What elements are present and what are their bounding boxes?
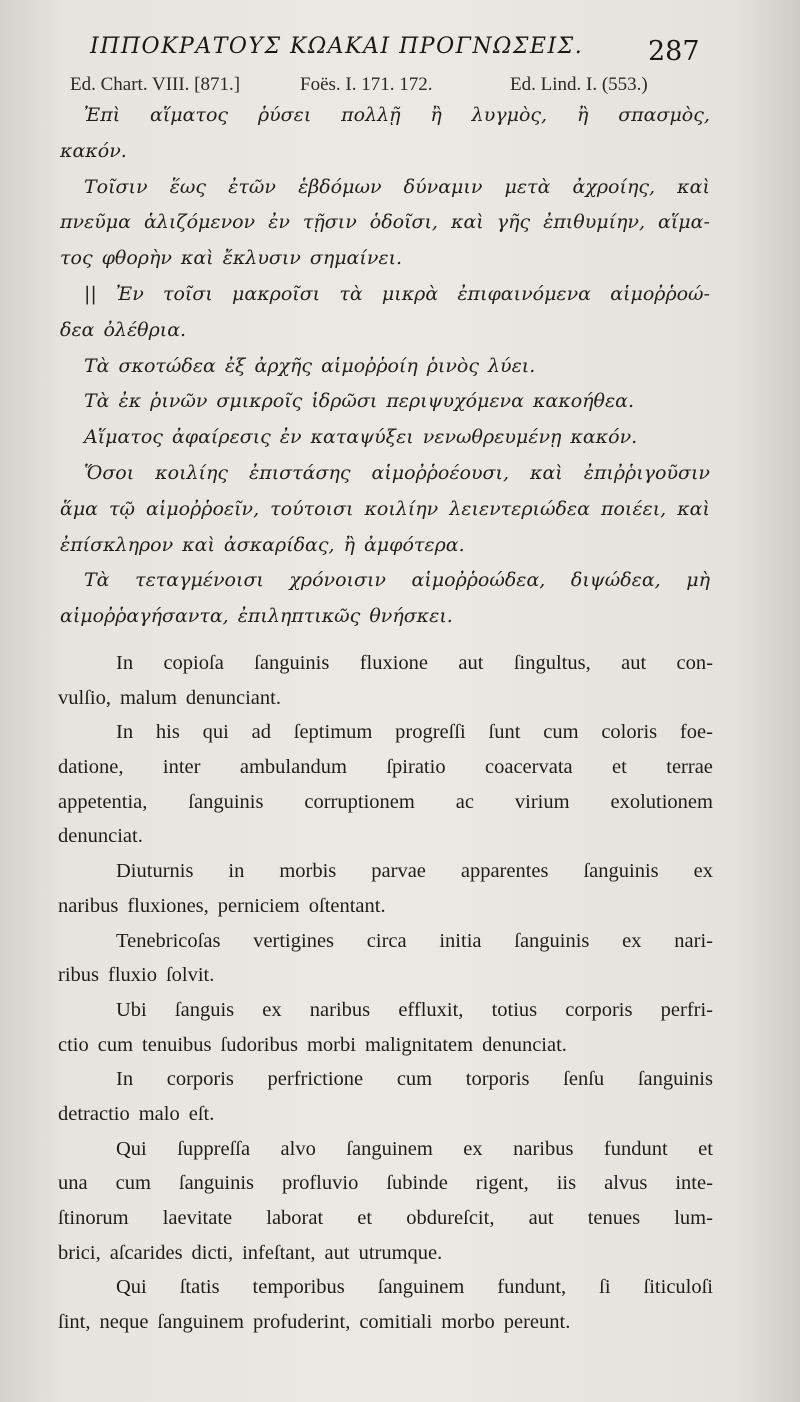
greek-word: χρόνοισιν bbox=[289, 569, 386, 592]
latin-word: corporis bbox=[166, 1068, 234, 1091]
greek-word: λειεντεριώδεα bbox=[449, 497, 590, 520]
greek-text-line bbox=[60, 98, 710, 134]
latin-text-line bbox=[58, 1236, 713, 1271]
greek-word: δεα bbox=[60, 318, 95, 341]
latin-word: inte- bbox=[675, 1172, 713, 1195]
latin-text-line bbox=[58, 785, 713, 820]
greek-word: ἢ bbox=[343, 533, 355, 556]
greek-word: ἐπιθυμίην, bbox=[543, 211, 646, 234]
latin-word: ſi bbox=[599, 1276, 611, 1299]
greek-word: ὁδοῖσι, bbox=[369, 211, 438, 234]
greek-word: καὶ bbox=[180, 247, 214, 270]
greek-word: μὴ bbox=[686, 569, 710, 592]
latin-word: datione, bbox=[58, 756, 124, 779]
greek-word: κακόν. bbox=[570, 426, 638, 449]
greek-word: αἱμοῤῥοώδεα, bbox=[411, 569, 546, 592]
greek-word: σπασμὸς, bbox=[618, 104, 710, 126]
latin-word: ribus bbox=[58, 964, 99, 987]
latin-text-line bbox=[58, 1028, 713, 1063]
latin-word: utrumque. bbox=[358, 1241, 443, 1264]
greek-word: ὀλέθρια. bbox=[103, 318, 187, 341]
greek-text-line bbox=[60, 134, 710, 170]
latin-word: ex bbox=[262, 998, 282, 1021]
latin-word: denunciant. bbox=[185, 686, 281, 709]
greek-word: μακροῖσι bbox=[232, 282, 321, 305]
greek-word: || bbox=[84, 282, 97, 305]
latin-word: profluvio bbox=[282, 1172, 359, 1195]
latin-text-line bbox=[58, 715, 713, 750]
greek-text-line bbox=[60, 420, 710, 456]
latin-text-line bbox=[58, 750, 713, 785]
greek-word: ἀφαίρεσις bbox=[171, 426, 271, 449]
greek-text-line bbox=[60, 313, 710, 349]
latin-word: ſanguinis bbox=[637, 1068, 713, 1091]
latin-word: oſtentant. bbox=[308, 894, 386, 917]
greek-word: αἱμοῤῥοώ- bbox=[610, 282, 710, 305]
greek-text-line bbox=[60, 456, 710, 492]
latin-word: inter bbox=[162, 756, 201, 779]
greek-word: μικρὰ bbox=[381, 282, 439, 305]
latin-word: et bbox=[612, 756, 627, 779]
greek-word: καὶ bbox=[677, 175, 710, 198]
latin-word: corruptionem bbox=[304, 790, 415, 813]
greek-word: καὶ bbox=[677, 497, 710, 520]
latin-word: alvo bbox=[280, 1137, 316, 1160]
latin-word: ex bbox=[622, 929, 642, 952]
greek-word: Ὅσοι bbox=[84, 461, 135, 484]
latin-word: progreſſi bbox=[395, 721, 466, 744]
latin-word: ctio bbox=[58, 1033, 89, 1056]
latin-word: temporibus bbox=[252, 1276, 345, 1299]
latin-word: ſolvit. bbox=[165, 964, 215, 987]
latin-text-line bbox=[58, 924, 713, 959]
latin-word: perfri- bbox=[660, 998, 713, 1021]
latin-word: tenuibus bbox=[142, 1033, 212, 1056]
latin-word: et bbox=[357, 1207, 373, 1229]
latin-word: ſanguinis bbox=[583, 860, 659, 883]
latin-word: effluxit, bbox=[398, 998, 464, 1021]
latin-word: tenues bbox=[587, 1207, 641, 1229]
latin-word: brici, bbox=[58, 1241, 101, 1264]
greek-text-block bbox=[60, 98, 710, 635]
greek-word: λυγμὸς, bbox=[471, 104, 548, 126]
greek-word: τοῖσι bbox=[162, 282, 213, 305]
latin-text-line bbox=[58, 854, 713, 889]
greek-word: Ἐν bbox=[116, 282, 144, 305]
greek-word: ἐν bbox=[268, 211, 290, 234]
latin-text-line bbox=[58, 1270, 713, 1305]
latin-text-line bbox=[58, 646, 713, 681]
latin-word: alvus bbox=[604, 1172, 648, 1195]
greek-word: σμικροῖς bbox=[216, 390, 303, 413]
greek-word: ἐν bbox=[279, 426, 302, 449]
latin-word: fluxione bbox=[359, 652, 429, 674]
latin-word: In bbox=[116, 652, 134, 674]
greek-word: τὰ bbox=[339, 282, 363, 305]
greek-word: τος bbox=[60, 247, 93, 270]
latin-word: ad bbox=[251, 721, 271, 744]
latin-word: perniciem bbox=[217, 894, 300, 917]
latin-word: ſint, bbox=[58, 1311, 91, 1334]
latin-word: aut bbox=[324, 1241, 350, 1264]
latin-word: cum bbox=[97, 1033, 134, 1056]
latin-word: naribus bbox=[58, 894, 119, 917]
latin-word: totius bbox=[491, 998, 538, 1021]
latin-word: naribus bbox=[309, 998, 371, 1021]
latin-word: circa bbox=[366, 929, 407, 952]
greek-word: ῥύσει bbox=[257, 104, 312, 126]
latin-text-line bbox=[58, 1097, 713, 1132]
latin-word: malignitatem bbox=[364, 1033, 474, 1056]
latin-word: ſanguinem bbox=[157, 1311, 244, 1334]
greek-word: ἐπιστάσης bbox=[249, 461, 351, 484]
greek-word: ἅμα bbox=[60, 497, 99, 520]
latin-word: ſtatis bbox=[179, 1276, 220, 1299]
latin-word: copioſa bbox=[163, 652, 224, 674]
latin-word: ſanguinis bbox=[188, 790, 264, 813]
greek-text-line bbox=[60, 492, 710, 528]
latin-word: profuderint, bbox=[252, 1311, 351, 1334]
latin-word: cum bbox=[396, 1068, 433, 1091]
greek-word: κοιλίης bbox=[155, 461, 229, 484]
greek-text-line bbox=[60, 170, 710, 206]
greek-word: ἀσκαρίδας, bbox=[223, 533, 335, 556]
greek-word: ἔκλυσιν bbox=[222, 247, 301, 270]
ref-foes: Foës. I. 171. 172. bbox=[300, 74, 433, 95]
greek-text-line bbox=[60, 241, 710, 277]
greek-word: τῷ bbox=[109, 497, 136, 520]
greek-text-line bbox=[60, 599, 710, 635]
greek-word: κακοήθεα. bbox=[532, 390, 635, 413]
latin-word: In bbox=[116, 721, 134, 744]
latin-word: Qui bbox=[116, 1276, 147, 1299]
greek-word: Ἐπὶ bbox=[84, 104, 121, 126]
latin-word: torporis bbox=[465, 1068, 530, 1091]
latin-text-line bbox=[58, 1305, 713, 1340]
latin-word: ſanguis bbox=[174, 998, 235, 1021]
latin-word: Qui bbox=[116, 1137, 147, 1160]
latin-word: con- bbox=[676, 652, 713, 674]
latin-word: Tenebricoſas bbox=[116, 929, 221, 952]
running-title: ΙΠΠΟΚΡΑΤΟΥΣ ΚΩΑΚΑΙ ΠΡΟΓΝΩΣΕΙΣ. bbox=[90, 34, 584, 59]
greek-word: ἐπίσκληρον bbox=[60, 533, 174, 556]
greek-word: περιψυχόμενα bbox=[386, 390, 524, 413]
greek-word: θνήσκει. bbox=[369, 605, 453, 628]
latin-text-block bbox=[58, 646, 713, 1340]
greek-word: ἀμφότερα. bbox=[363, 533, 465, 556]
greek-word: αἱμοῤῥαγήσαντα, bbox=[60, 605, 229, 628]
latin-word: fluxiones, bbox=[127, 894, 209, 917]
ref-ed-chart: Ed. Chart. VIII. [871.] bbox=[70, 74, 241, 95]
greek-word: ἢ bbox=[430, 104, 442, 126]
greek-word: αἱμοῤῥοέουσι, bbox=[371, 461, 509, 484]
greek-word: τούτοισι bbox=[270, 497, 354, 520]
latin-word: vertigines bbox=[253, 929, 335, 952]
latin-text-line bbox=[58, 1132, 713, 1167]
greek-word: Τοῖσιν bbox=[84, 175, 148, 198]
latin-word: ſiticuloſi bbox=[643, 1276, 713, 1299]
greek-word: ἐπιληπτικῶς bbox=[237, 605, 361, 628]
latin-word: virium bbox=[514, 790, 570, 813]
greek-word: αἱμοῤῥοίη bbox=[321, 354, 418, 377]
greek-word: ἢ bbox=[576, 104, 589, 126]
latin-word: naribus bbox=[513, 1137, 574, 1160]
latin-word: denunciat. bbox=[482, 1033, 567, 1056]
latin-word: morbi bbox=[306, 1033, 356, 1056]
greek-word: πνεῦμα bbox=[60, 211, 131, 234]
latin-word: ſunt bbox=[488, 721, 521, 744]
greek-word: διψώδεα, bbox=[570, 569, 661, 592]
latin-word: infeſtant, bbox=[242, 1241, 316, 1264]
greek-word: μετὰ bbox=[504, 175, 551, 198]
latin-word: neque bbox=[99, 1311, 149, 1334]
latin-word: iis bbox=[556, 1172, 577, 1195]
greek-text-line bbox=[60, 384, 710, 420]
latin-word: initia bbox=[439, 929, 482, 952]
latin-word: ſtinorum bbox=[58, 1207, 129, 1229]
latin-word: fluxio bbox=[108, 964, 157, 987]
greek-word: καὶ bbox=[182, 533, 215, 556]
latin-word: appetentia, bbox=[58, 790, 148, 813]
greek-word: σημαίνει. bbox=[309, 247, 403, 270]
latin-word: aut bbox=[528, 1207, 554, 1229]
latin-word: eſt. bbox=[188, 1102, 215, 1125]
greek-word: ἐπιφαινόμενα bbox=[457, 282, 591, 305]
running-head bbox=[0, 26, 800, 66]
greek-word: ἐτῶν bbox=[228, 175, 276, 198]
latin-word: detractio bbox=[58, 1102, 130, 1125]
latin-word: fundunt, bbox=[497, 1276, 567, 1299]
latin-word: cum bbox=[115, 1172, 151, 1195]
latin-word: ex bbox=[463, 1137, 483, 1160]
latin-word: dicti, bbox=[191, 1241, 234, 1264]
greek-word: Τὰ bbox=[84, 390, 110, 413]
latin-word: ſanguinis bbox=[254, 652, 330, 674]
greek-word: αἱμοῤῥοεῖν, bbox=[146, 497, 260, 520]
greek-word: ἐκ bbox=[118, 390, 142, 413]
greek-word: κοιλίην bbox=[364, 497, 439, 520]
latin-word: aut bbox=[621, 652, 647, 674]
latin-word: perfrictione bbox=[267, 1068, 364, 1091]
latin-word: una bbox=[58, 1172, 88, 1195]
latin-word: morbo bbox=[441, 1311, 495, 1334]
latin-word: ſanguinis bbox=[514, 929, 590, 952]
latin-word: Ubi bbox=[116, 998, 147, 1021]
greek-word: ῥινῶν bbox=[150, 390, 208, 413]
latin-word: malum bbox=[119, 686, 177, 709]
latin-word: obdureſcit, bbox=[406, 1207, 495, 1229]
latin-text-line bbox=[58, 681, 713, 716]
greek-word: λύει. bbox=[488, 354, 536, 377]
greek-word: καταψύξει bbox=[310, 426, 414, 449]
latin-word: laborat bbox=[266, 1207, 324, 1229]
greek-word: Αἵματος bbox=[84, 426, 163, 449]
latin-word: In bbox=[116, 1068, 134, 1091]
greek-word: νενωθρευμένῃ bbox=[422, 426, 562, 449]
latin-text-line bbox=[58, 993, 713, 1028]
greek-text-line bbox=[60, 277, 710, 313]
latin-word: qui bbox=[202, 721, 229, 744]
latin-word: rigent, bbox=[475, 1172, 529, 1195]
latin-text-line bbox=[58, 1166, 713, 1201]
latin-word: terrae bbox=[666, 756, 713, 779]
latin-word: ſenſu bbox=[563, 1068, 605, 1091]
latin-word: ſpiratio bbox=[386, 756, 446, 779]
greek-word: ἐξ bbox=[224, 354, 246, 377]
page-number: 287 bbox=[648, 36, 700, 67]
greek-word: φθορὴν bbox=[101, 247, 172, 270]
latin-word: exolutionem bbox=[610, 790, 713, 813]
latin-word: morbis bbox=[279, 860, 337, 883]
greek-word: τεταγμένοισι bbox=[135, 569, 264, 592]
latin-text-line bbox=[58, 958, 713, 993]
greek-word: Τὰ bbox=[84, 569, 110, 592]
latin-word: ſeptimum bbox=[293, 721, 373, 744]
greek-word: αἵμα- bbox=[658, 211, 710, 234]
greek-word: δύναμιν bbox=[403, 175, 483, 198]
latin-word: aſcarides bbox=[109, 1241, 183, 1264]
latin-word: et bbox=[698, 1137, 713, 1160]
greek-word: τῇσιν bbox=[302, 211, 357, 234]
latin-word: ſanguinem bbox=[346, 1137, 433, 1160]
latin-word: ambulandum bbox=[239, 756, 347, 779]
greek-text-line bbox=[60, 528, 710, 564]
latin-word: vulſio, bbox=[58, 686, 111, 709]
greek-word: καὶ bbox=[450, 211, 484, 234]
greek-word: ἱδρῶσι bbox=[311, 390, 378, 413]
latin-word: his bbox=[155, 721, 180, 744]
greek-text-line bbox=[60, 205, 710, 241]
edition-references bbox=[70, 74, 720, 98]
greek-word: ἑβδόμων bbox=[298, 175, 382, 198]
latin-word: malo bbox=[138, 1102, 180, 1125]
latin-word: in bbox=[228, 860, 245, 883]
latin-word: foe- bbox=[679, 721, 713, 744]
latin-word: pereunt. bbox=[503, 1311, 571, 1334]
latin-word: ſuppreſſa bbox=[177, 1137, 251, 1160]
latin-text-line bbox=[58, 889, 713, 924]
greek-word: ποιέει, bbox=[600, 497, 667, 520]
greek-word: ἕως bbox=[169, 175, 207, 198]
greek-word: ἀρχῆς bbox=[254, 354, 313, 377]
latin-text-line bbox=[58, 1062, 713, 1097]
latin-word: cum bbox=[543, 721, 579, 744]
latin-text-line bbox=[58, 819, 713, 854]
greek-word: ἀχροίης, bbox=[572, 175, 656, 198]
latin-word: ac bbox=[455, 790, 474, 813]
greek-word: ῥινὸς bbox=[426, 354, 480, 377]
latin-word: ſanguinem bbox=[377, 1276, 465, 1299]
latin-word: ſanguinis bbox=[178, 1172, 255, 1195]
latin-word: ſudoribus bbox=[220, 1033, 298, 1056]
latin-word: coloris bbox=[601, 721, 658, 744]
greek-word: αἵματος bbox=[150, 104, 229, 126]
latin-word: Diuturnis bbox=[116, 860, 194, 883]
greek-word: ἐπιῤῥιγοῦσιν bbox=[583, 461, 710, 484]
latin-word: aut bbox=[458, 652, 484, 674]
greek-word: καὶ bbox=[530, 461, 563, 484]
latin-word: ſingultus, bbox=[513, 652, 591, 674]
latin-word: lum- bbox=[674, 1207, 713, 1229]
latin-word: parvae bbox=[371, 860, 426, 883]
greek-text-line bbox=[60, 349, 710, 385]
latin-word: coacervata bbox=[485, 756, 573, 779]
latin-word: fundunt bbox=[603, 1137, 668, 1160]
ref-ed-lind: Ed. Lind. I. (553.) bbox=[510, 74, 648, 95]
latin-word: ſubinde bbox=[386, 1172, 448, 1195]
latin-word: denunciat. bbox=[58, 825, 143, 848]
latin-word: corporis bbox=[565, 998, 633, 1021]
latin-word: ex bbox=[693, 860, 713, 883]
greek-word: πολλῇ bbox=[341, 104, 401, 126]
latin-word: apparentes bbox=[460, 860, 549, 883]
greek-word: γῆς bbox=[496, 211, 531, 234]
greek-word: ἁλιζόμενον bbox=[143, 211, 256, 234]
latin-word: comitiali bbox=[359, 1311, 433, 1334]
greek-word: Τὰ bbox=[84, 354, 110, 377]
latin-text-line bbox=[58, 1201, 713, 1236]
greek-text-line bbox=[60, 563, 710, 599]
latin-word: nari- bbox=[674, 929, 713, 952]
greek-word: σκοτώδεα bbox=[118, 354, 216, 377]
greek-word: κακόν. bbox=[60, 139, 127, 162]
latin-word: laevitate bbox=[162, 1207, 233, 1229]
